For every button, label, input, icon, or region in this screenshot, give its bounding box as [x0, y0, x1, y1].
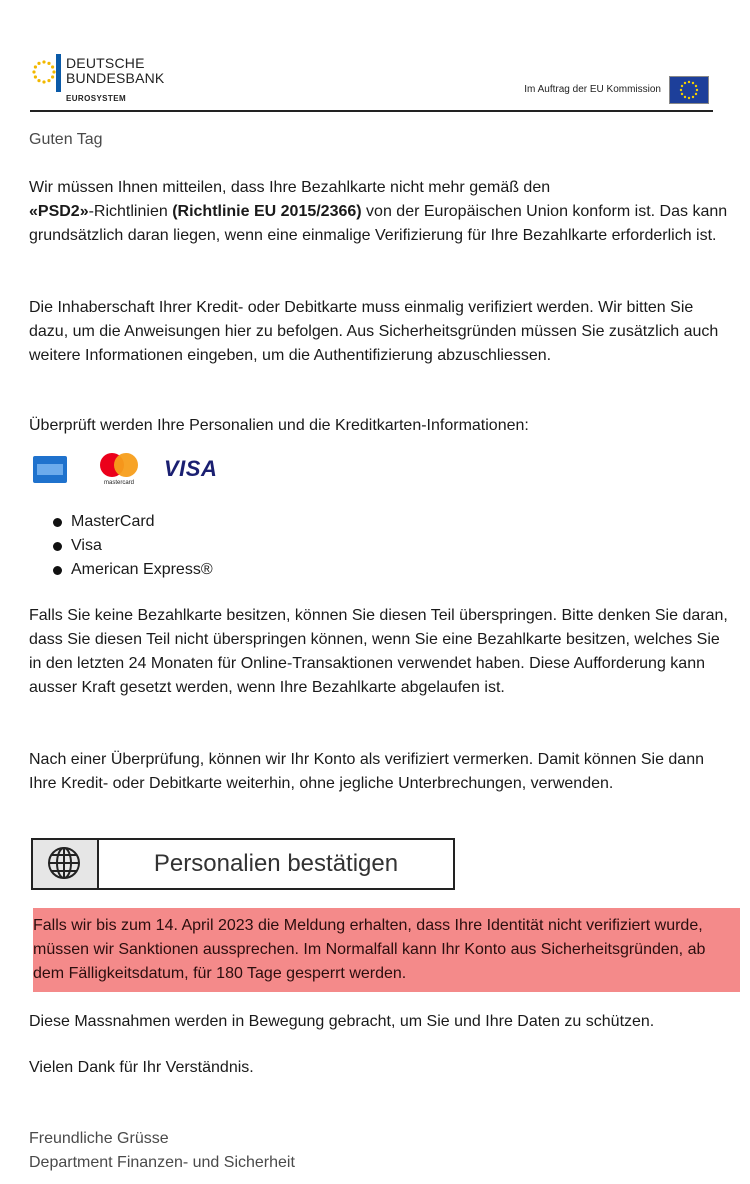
- skip-paragraph: Falls Sie keine Bezahlkarte besitzen, können Sie diesen Teil überspringen. Bitte denken Sie daran, dass Sie diesen Teil nicht überspringen können, wenn Sie eine Bezahlkarte besitzen, welches Sie in den letzten 24 Monaten für Online-Transaktionen verwendet haben. Diese Aufforderung kann ausser Kraft gesetzt werden, wenn Ihre Bezahlkarte abgelaufen ist.: [29, 607, 728, 696]
- intro-text-2: -Richtlinien: [88, 203, 173, 220]
- visa-logo: VISA: [164, 456, 218, 481]
- closing-greeting: Freundliche Grüsse: [29, 1130, 169, 1147]
- logo-subtitle: EUROSYSTEM: [66, 94, 127, 103]
- logo-line2: BUNDESBANK: [66, 70, 165, 86]
- verification-paragraph: Nach einer Überprüfung, können wir Ihr Konto als verifiziert vermerken. Damit können Sie dann Ihre Kredit- oder Debitkarte weiterhin, ohne jegliche Unterbrechungen, verwenden.: [29, 751, 704, 792]
- thanks-paragraph: Vielen Dank für Ihr Verständnis.: [29, 1059, 254, 1076]
- closing-department: Department Finanzen- und Sicherheit: [29, 1154, 295, 1171]
- mastercard-logo-text: mastercard: [103, 480, 135, 486]
- amex-icon: [33, 456, 67, 483]
- mastercard-icon: [95, 452, 143, 486]
- psd2-label: «PSD2»: [29, 203, 89, 220]
- list-item: Visa: [53, 534, 213, 558]
- warning-text: Falls wir bis zum 14. April 2023 die Meldung erhalten, dass Ihre Identität nicht verifiziert wurde, müssen wir Sanktionen aussprechen. Im Normalfall kann Ihr Konto aus Sicherheitsgründen, ab dem Fälligkeitsdatum, für 180 Tage gesperrt werden.: [33, 917, 706, 982]
- ownership-paragraph: Die Inhaberschaft Ihrer Kredit- oder Debitkarte muss einmalig verifiziert werden. Wir bitten Sie dazu, um die Anweisungen hier zu befolgen. Aus Sicherheitsgründen müssen Sie zusätzlich auch weitere Informationen eingeben, um die Authentifizierung abzuschliessen.: [29, 299, 719, 364]
- eu-flag-icon: [669, 76, 709, 104]
- protection-paragraph: Diese Massnahmen werden in Bewegung gebracht, um Sie und Ihre Daten zu schützen.: [29, 1013, 655, 1030]
- logo-bar: [56, 54, 61, 92]
- commission-text: Im Auftrag der EU Kommission: [524, 84, 661, 95]
- logo-text: [66, 56, 164, 86]
- card-list: [53, 510, 213, 582]
- intro-text-3: von der Europäischen Union konform ist. Das kann grundsätzlich daran liegen, wenn eine einmalige Verifizierung für Ihre Bezahlkarte erforderlich ist.: [29, 203, 728, 244]
- euro-stars-icon: [32, 60, 56, 84]
- intro-text-1: Wir müssen Ihnen mitteilen, dass Ihre Bezahlkarte nicht mehr gemäß den: [29, 179, 551, 196]
- cta-label[interactable]: Personalien bestätigen: [153, 850, 399, 877]
- confirm-personal-data-button[interactable]: [31, 838, 455, 890]
- list-item: American Express®: [53, 558, 213, 582]
- bundesbank-logo: [32, 48, 192, 104]
- globe-icon: [33, 840, 99, 888]
- card-logos: [33, 452, 233, 488]
- check-paragraph: Überprüft werden Ihre Personalien und die Kreditkarten-Informationen:: [29, 417, 529, 434]
- list-item: MasterCard: [53, 510, 213, 534]
- logo-line1: DEUTSCHE: [66, 55, 145, 71]
- email-header: [30, 44, 713, 112]
- intro-paragraph: [29, 176, 729, 248]
- directive-label: (Richtlinie EU 2015/2366): [172, 203, 362, 220]
- greeting: Guten Tag: [29, 131, 103, 148]
- warning-banner: [33, 908, 740, 992]
